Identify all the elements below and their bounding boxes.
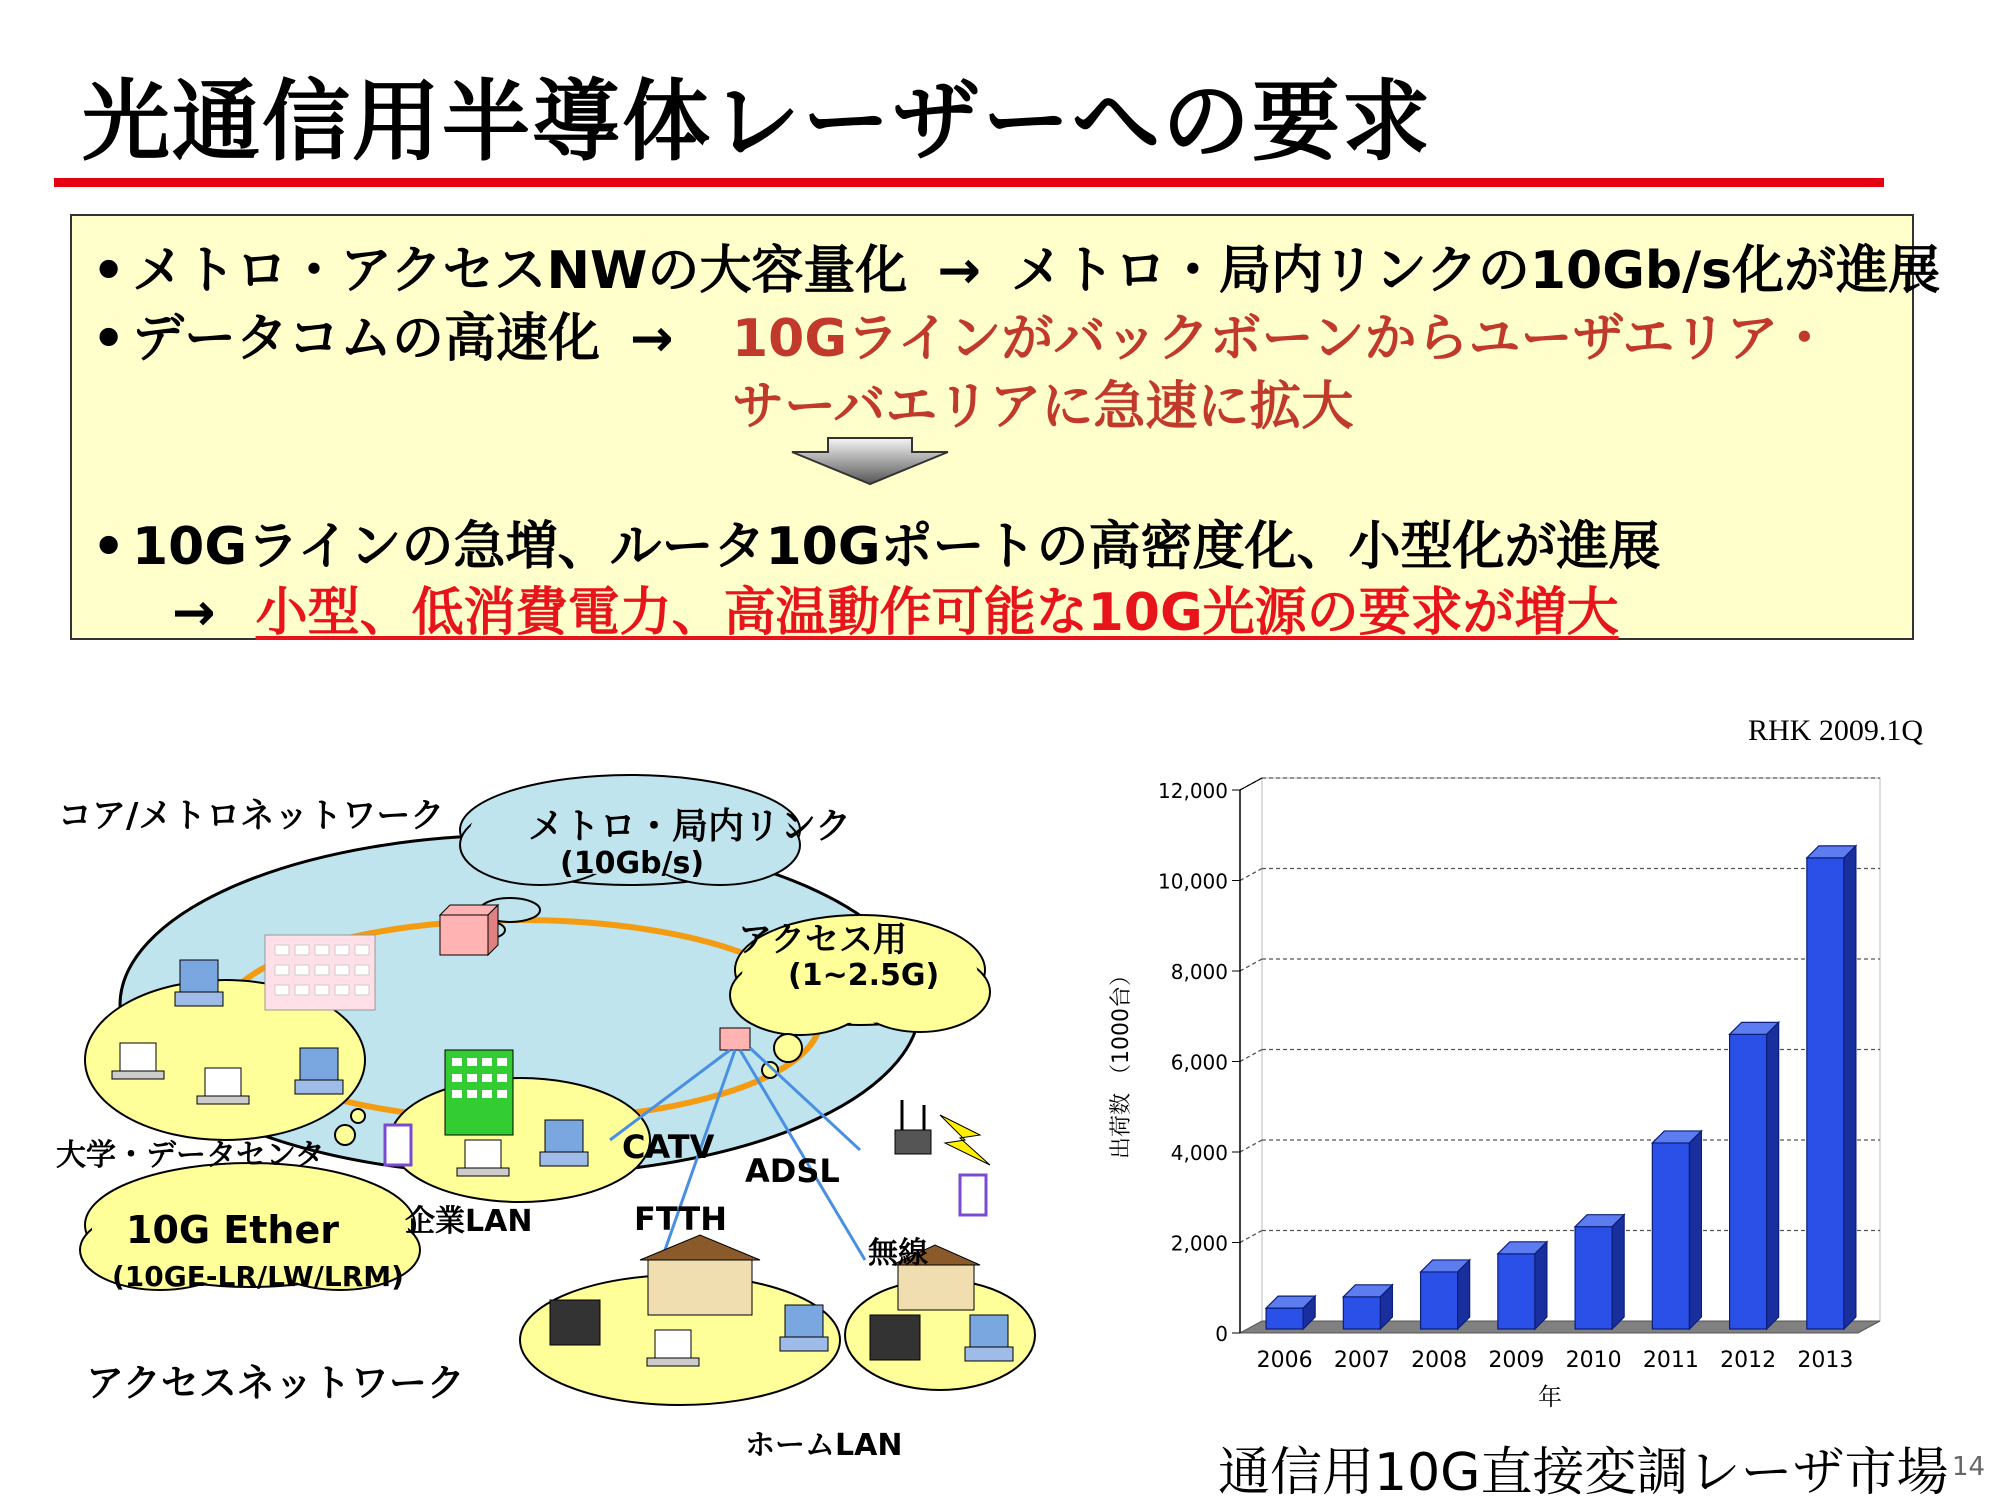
core-network-label: コア/メトロネットワーク xyxy=(58,796,445,836)
wireless-router-icon xyxy=(895,1100,931,1154)
bullet: • xyxy=(92,517,126,577)
university-building-icon xyxy=(265,935,375,1010)
access-network-label: アクセスネットワーク xyxy=(86,1361,465,1405)
bar xyxy=(1343,1297,1380,1329)
gridline xyxy=(1240,869,1262,881)
wireless-label: 無線 xyxy=(868,1236,928,1271)
bar-side xyxy=(1767,1022,1779,1329)
laptop-icon xyxy=(647,1330,699,1366)
bar-side xyxy=(1612,1215,1624,1329)
gridline xyxy=(1240,1050,1262,1062)
access-cloud-sublabel: (1~2.5G) xyxy=(788,958,940,993)
tv-icon xyxy=(870,1315,920,1360)
laptop-icon xyxy=(457,1140,509,1176)
page-number: 14 xyxy=(1952,1452,1986,1482)
bar-side xyxy=(1689,1131,1701,1329)
laptop-icon xyxy=(112,1043,164,1079)
x-tick-label: 2010 xyxy=(1565,1348,1622,1373)
bar xyxy=(1730,1034,1767,1329)
router-icon xyxy=(440,905,498,955)
summary-line-3 xyxy=(92,504,1661,579)
bar-chart xyxy=(1090,760,1890,1430)
metro-cloud-sublabel: (10Gb/s) xyxy=(560,846,705,881)
page-title: 光通信用半導体レーザーへの要求 xyxy=(82,70,1433,173)
y-tick-label: 6,000 xyxy=(1170,1050,1228,1075)
computer-icon xyxy=(295,1048,343,1094)
chart-source: RHK 2009.1Q xyxy=(1748,714,1924,747)
home-lan-label: ホームLAN xyxy=(745,1428,903,1463)
computer-icon xyxy=(780,1305,828,1351)
lightning-icon xyxy=(940,1115,990,1165)
ether-cloud-label: 10G Ether xyxy=(126,1208,339,1252)
x-tick-label: 2009 xyxy=(1488,1348,1545,1373)
x-axis-label: 年 xyxy=(1538,1383,1562,1411)
pda-icon xyxy=(385,1125,411,1165)
summary-line-4 xyxy=(172,570,1619,645)
title-underline xyxy=(54,178,1884,187)
laptop-icon xyxy=(197,1068,249,1104)
university-label: 大学・データセンタ xyxy=(56,1138,325,1173)
line1-left: メトロ・アクセスNWの大容量化 xyxy=(132,241,908,301)
gridline xyxy=(1240,959,1262,971)
summary-line-2 xyxy=(92,296,704,371)
x-tick-label: 2013 xyxy=(1797,1348,1854,1373)
catv-label: CATV xyxy=(622,1128,715,1166)
bar-side xyxy=(1535,1242,1547,1329)
chart-floor xyxy=(1240,1321,1880,1333)
arrow-icon: → xyxy=(630,309,674,369)
bar xyxy=(1652,1143,1689,1329)
y-tick-label: 8,000 xyxy=(1170,960,1228,984)
x-tick-label: 2008 xyxy=(1411,1348,1468,1373)
arrow-icon: → xyxy=(172,583,216,643)
y-tick-label: 12,000 xyxy=(1158,779,1228,803)
line3-text: 10Gラインの急増、ルータ10Gポートの高密度化、小型化が進展 xyxy=(132,517,1661,577)
down-arrow-icon xyxy=(790,436,950,486)
bar-side xyxy=(1844,846,1856,1329)
office-building-icon xyxy=(445,1050,513,1135)
summary-line-1 xyxy=(92,228,1940,303)
line1-right: メトロ・局内リンクの10Gb/s化が進展 xyxy=(1010,241,1941,301)
access-cloud-label: アクセス用 xyxy=(738,920,907,960)
x-tick-label: 2011 xyxy=(1642,1348,1699,1373)
gridline xyxy=(1240,1140,1262,1152)
computer-icon xyxy=(175,960,223,1006)
line2-right-a: 10Gラインがバックボーンからユーザエリア・ xyxy=(732,309,1831,369)
tv-icon xyxy=(550,1300,600,1345)
chart-caption: 通信用10G直接変調レーザ市場 xyxy=(1218,1443,1949,1503)
x-tick-label: 2012 xyxy=(1720,1348,1777,1373)
line2-right-b: サーバエリアに急速に拡大 xyxy=(732,377,1354,437)
ether-cloud-sublabel: (10GE-LR/LW/LRM) xyxy=(112,1260,404,1293)
computer-icon xyxy=(965,1315,1013,1361)
summary-box xyxy=(70,214,1941,643)
bar xyxy=(1575,1227,1612,1329)
bar xyxy=(1807,858,1844,1329)
house-icon xyxy=(640,1235,760,1315)
bar xyxy=(1498,1254,1535,1329)
pda-icon xyxy=(960,1175,986,1215)
gridline xyxy=(1240,1231,1262,1243)
computer-icon xyxy=(540,1120,588,1166)
bar-side xyxy=(1458,1260,1470,1329)
line4-text: 小型、低消費電力、高温動作可能な10G光源の要求が増大 xyxy=(255,583,1619,643)
x-tick-label: 2006 xyxy=(1256,1348,1313,1373)
adsl-label: ADSL xyxy=(745,1152,840,1190)
bullet: • xyxy=(92,241,126,301)
bullet: • xyxy=(92,309,126,369)
metro-cloud-label: メトロ・局内リンク xyxy=(528,806,852,847)
access-router-icon xyxy=(720,1028,750,1050)
y-tick-label: 0 xyxy=(1215,1322,1228,1346)
y-tick-label: 2,000 xyxy=(1170,1231,1228,1256)
arrow-icon: → xyxy=(937,241,981,301)
y-axis-top xyxy=(1240,778,1262,790)
line2-left: データコムの高速化 xyxy=(132,309,601,369)
y-axis-label: 出荷数 （1000台） xyxy=(1109,964,1134,1159)
y-tick-label: 4,000 xyxy=(1170,1141,1228,1165)
bar xyxy=(1266,1308,1303,1329)
y-tick-label: 10,000 xyxy=(1158,869,1228,894)
bar xyxy=(1421,1272,1458,1329)
enterprise-lan-label: 企業LAN xyxy=(405,1204,533,1239)
x-tick-label: 2007 xyxy=(1333,1348,1390,1373)
ftth-label: FTTH xyxy=(634,1200,728,1238)
